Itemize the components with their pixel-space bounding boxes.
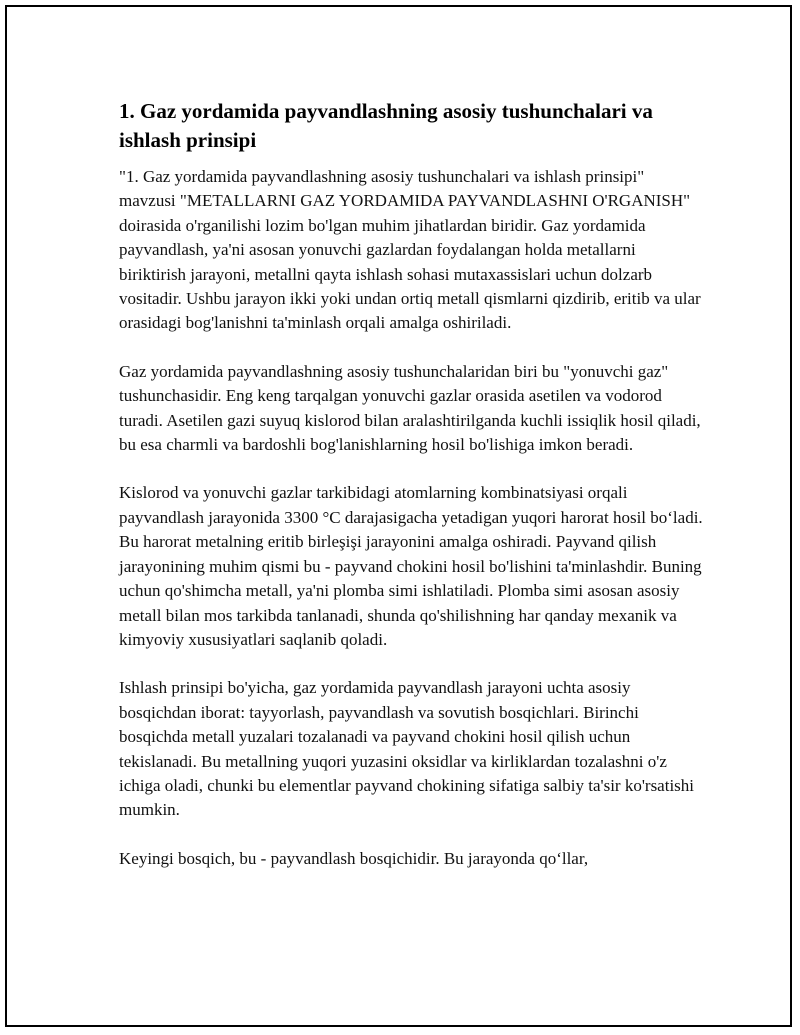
paragraph-welding-stage: Keyingi bosqich, bu - payvandlash bosqichidir. Bu jarayonda qo‘llar,: [119, 848, 589, 868]
document-body: [119, 97, 704, 895]
page-frame: [5, 5, 792, 1027]
paragraph-working-principle: Ishlash prinsipi bo'yicha, gaz yordamida payvandlash jarayoni uchta asosiy bosqichdan iborat: tayyorlash, payvandlash va sovutish bosqichlari. Birinchi bosqichda metall yuzalari tozalanadi va payvand chokini hosil qilish uchun tekislanadi. Bu metallning yuqori yuzasini oksidlar va kirliklardan tozalashni o'z ichiga oladi, chunki bu elementlar payvand chokining sifatiga salbiy ta'sir ko'rsatishi mumkin.: [119, 678, 695, 820]
paragraph-intro: "1. Gaz yordamida payvandlashning asosiy tushunchalari va ishlash prinsipi" mavzusi "METALLARNI GAZ YORDAMIDA PAYVANDLASHNI O'RGANISH" doirasida o'rganilishi lozim bo'lgan muhim jihatlardan biridir. Gaz yordamida payvandlash, ya'ni asosan yonuvchi gazlardan foydalangan holda metallarni biriktirish jarayoni, metallni qayta ishlash sohasi mutaxassislari uchun dolzarb vositadir. Ushbu jarayon ikki yoki undan ortiq metall qismlarni qizdirib, eritib va ular orasidagi bog'lanishni ta'minlash orqali amalga oshiriladi.: [119, 167, 701, 333]
section-heading: 1. Gaz yordamida payvandlashning asosiy tushunchalari va ishlash prinsipi: [119, 99, 653, 152]
paragraph-temperature: Kislorod va yonuvchi gazlar tarkibidagi atomlarning kombinatsiyasi orqali payvandlash jarayonida 3300 °C darajasigacha yetadigan yuqori harorat hosil bo‘ladi. Bu harorat metalning eritib birleşişi jarayonini amalga oshiradi. Payvand qilish jarayonining muhim qismi bu - payvand chokini hosil bo'lishini ta'minlashdir. Buning uchun qo'shimcha metall, ya'ni plomba simi ishlatiladi. Plomba simi asosan asosiy metall bilan mos tarkibda tanlanadi, shunda qo'shilishning har qanday mexanik va kimyoviy xususiyatlari saqlanib qoladi.: [119, 483, 703, 649]
paragraph-combustible-gas: Gaz yordamida payvandlashning asosiy tushunchalaridan biri bu "yonuvchi gaz" tushunchasidir. Eng keng tarqalgan yonuvchi gazlar orasida asetilen va vodorod turadi. Asetilen gazi suyuq kislorod bilan aralashtirilganda kuchli issiqlik hosil qiladi, bu esa charmli va bardoshli bog'lanishlarning hosil bo'lishiga imkon beradi.: [119, 361, 701, 455]
